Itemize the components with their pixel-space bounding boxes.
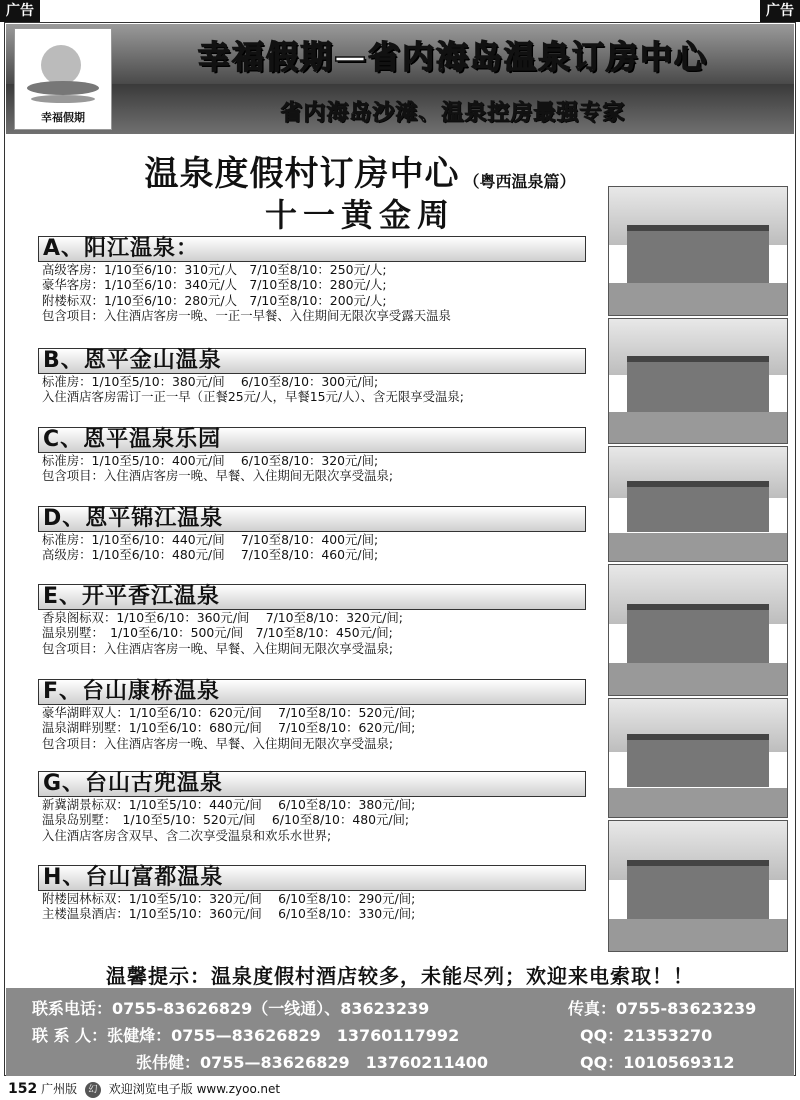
section-line: 附楼园林标双：1/10至5/10：320元/间 6/10至8/10：290元/间;	[42, 891, 416, 906]
section-line: 温泉湖畔别墅：1/10至6/10：680元/间 7/10至8/10：620元/间;	[42, 720, 416, 736]
contact-person-2: 张伟健：0755—83626829 13760211400	[136, 1053, 489, 1072]
hotel-photo	[608, 698, 788, 818]
heading-main: 温泉度假村订房中心	[144, 154, 460, 194]
section-line: 新冀湖景标双：1/10至5/10：440元/间 6/10至8/10：380元/间;	[42, 797, 416, 812]
banner-subtitle: 省内海岛沙滩、温泉控房最强专家	[280, 101, 626, 126]
section-g	[38, 771, 586, 843]
hotel-photo	[608, 318, 788, 444]
ad-tag-left: 广告	[0, 0, 40, 22]
page-number: 152	[8, 1081, 38, 1097]
section-title: C、恩平温泉乐园	[38, 427, 586, 453]
hotel-photo	[608, 186, 788, 316]
wave-icon	[27, 81, 99, 95]
contact-person-1: 联 系 人：张健烽：0755—83626829 13760117992	[32, 1026, 460, 1045]
brand-logo	[14, 28, 112, 130]
section-line: 附楼标双：1/10至6/10：280元/人 7/10至8/10：200元/人;	[42, 292, 387, 308]
section-line: 香泉阁标双：1/10至6/10：360元/间 7/10至8/10：320元/间;	[42, 610, 403, 625]
section-f	[38, 679, 586, 751]
section-a	[38, 236, 586, 324]
contact-phone: 联系电话：0755-83626829（一线通）、83623239	[32, 999, 430, 1018]
section-title: H、台山富都温泉	[38, 865, 586, 891]
section-line: 豪华湖畔双人：1/10至6/10：620元/间 7/10至8/10：520元/间;	[42, 705, 416, 720]
section-line: 包含项目：入住酒店客房一晚、一正一早餐、入住期间无限次享受露天温泉	[42, 308, 451, 324]
section-line: 入住酒店客房含双早、含二次享受温泉和欢乐水世界;	[42, 827, 332, 843]
section-line: 豪华客房：1/10至6/10：340元/人 7/10至8/10：280元/人;	[42, 277, 387, 293]
section-c	[38, 427, 586, 484]
section-line: 包含项目：入住酒店客房一晚、早餐、入住期间无限次享受温泉;	[42, 735, 394, 751]
hotel-photo	[608, 446, 788, 562]
section-line: 温泉别墅： 1/10至6/10：500元/间 7/10至8/10：450元/间;	[42, 625, 393, 641]
hotel-photo	[608, 564, 788, 696]
page-heading	[80, 146, 640, 195]
edition-label: 广州版	[41, 1082, 78, 1096]
section-line: 包含项目：入住酒店客房一晚、早餐、入住期间无限次享受温泉;	[42, 468, 394, 484]
section-line: 高级房：1/10至6/10：480元/间 7/10至8/10：460元/间;	[42, 547, 379, 563]
wave-icon-2	[31, 95, 95, 103]
logo-text: 幸福假期	[41, 111, 85, 124]
section-title: G、台山古兜温泉	[38, 771, 586, 797]
section-title: B、恩平金山温泉	[38, 348, 586, 374]
section-d	[38, 506, 586, 563]
hotel-photo	[608, 820, 788, 952]
section-h	[38, 865, 586, 922]
section-title: E、开平香江温泉	[38, 584, 586, 610]
section-e	[38, 584, 586, 656]
top-banner	[6, 24, 794, 134]
event-heading: 十一黄金周	[264, 196, 455, 234]
contact-fax: 传真：0755-83623239	[568, 999, 757, 1018]
footer-url[interactable]: www.zyoo.net	[196, 1082, 281, 1096]
banner-title: 幸福假期—省内海岛温泉订房中心	[197, 38, 708, 76]
contact-qq-1: QQ：21353270	[580, 1026, 713, 1045]
section-line: 标准房：1/10至6/10：440元/间 7/10至8/10：400元/间;	[42, 532, 379, 547]
section-title: F、台山康桥温泉	[38, 679, 586, 705]
tip-text: 温馨提示：温泉度假村酒店较多，未能尽列；欢迎来电索取！！	[106, 964, 694, 988]
footer-slogan: 欢迎浏览电子版	[108, 1082, 193, 1096]
section-line: 标准房：1/10至5/10：380元/间 6/10至8/10：300元/间;	[42, 374, 379, 389]
ad-tag-right: 广告	[760, 0, 800, 22]
section-line: 标准房：1/10至5/10：400元/间 6/10至8/10：320元/间;	[42, 453, 379, 468]
section-title: D、恩平锦江温泉	[38, 506, 586, 532]
section-line: 入住酒店客房需订一正一早（正餐25元/人，早餐15元/人）、含无限享受温泉;	[42, 389, 464, 405]
section-line: 温泉岛别墅： 1/10至5/10：520元/间 6/10至8/10：480元/间;	[42, 812, 410, 828]
sun-icon	[41, 45, 81, 85]
contact-qq-2: QQ：1010569312	[580, 1053, 735, 1072]
section-line: 高级客房：1/10至6/10：310元/人 7/10至8/10：250元/人;	[42, 262, 387, 277]
magazine-icon: 幻	[85, 1082, 101, 1098]
section-title: A、阳江温泉：	[38, 236, 586, 262]
section-line: 主楼温泉酒店：1/10至5/10：360元/间 6/10至8/10：330元/间;	[42, 906, 416, 922]
contact-bar	[6, 988, 794, 1076]
section-b	[38, 348, 586, 405]
page-footer	[8, 1080, 280, 1098]
section-line: 包含项目：入住酒店客房一晚、早餐、入住期间无限次享受温泉;	[42, 640, 394, 656]
heading-note: （粤西温泉篇）	[463, 172, 576, 191]
